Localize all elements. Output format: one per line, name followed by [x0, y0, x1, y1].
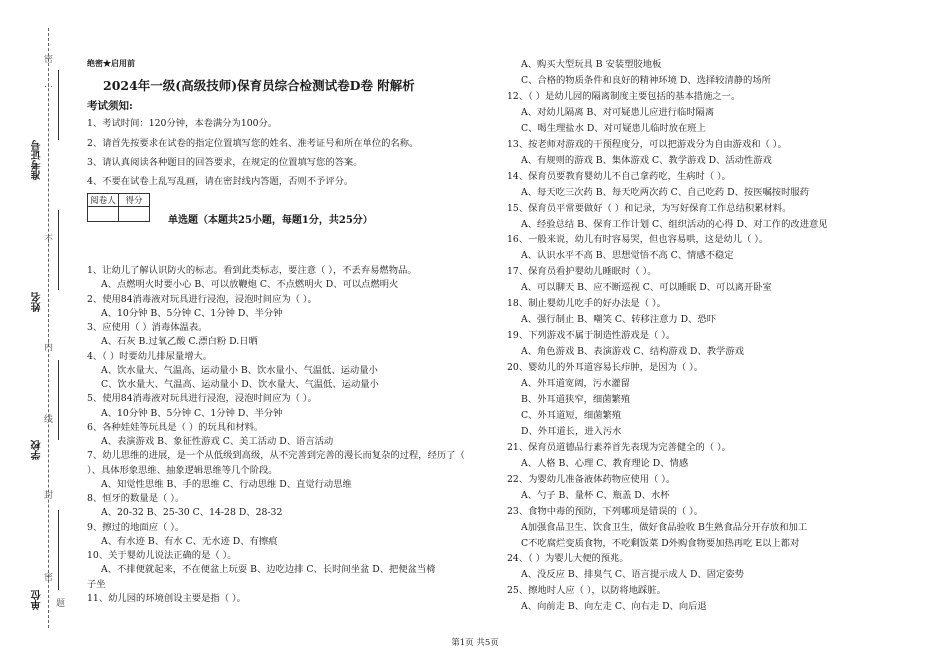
- seal-char: 密: [44, 573, 54, 583]
- question-text: 13、按老师对游戏的干预程度分，可以把游戏分为自由游戏和（ ）。: [507, 138, 787, 150]
- seal-char: 线: [44, 415, 54, 425]
- question-text: 23、食物中毒的预防，下列哪项是错误的（ ）。: [507, 505, 704, 517]
- answer-options: A、有规则的游戏 B、集体游戏 C、教学游戏 D、活动性游戏: [521, 154, 772, 166]
- answer-options: A、角色游戏 B、表演游戏 C、结构游戏 D、教学游戏: [521, 346, 744, 358]
- question-text: 17、保育员看护婴幼儿睡眠时（ ）。: [507, 266, 657, 278]
- seal-mark: 题: [56, 599, 66, 609]
- question-text: 20、婴幼儿的外耳道容易长疖肿，是因为（ ）。: [507, 362, 704, 374]
- question-text: 7、幼儿思维的进展，是一个从低级到高级，从不完善到完善的漫长而复杂的过程，经历了（: [87, 450, 465, 462]
- answer-options: C、外耳道短，细菌繁殖: [521, 409, 622, 421]
- question-text: 9、擦过的地面应（ ）。: [87, 521, 185, 533]
- grader-header: 阅卷人: [88, 194, 119, 207]
- unit-label: 单位: [32, 590, 43, 610]
- answer-options: A、强行制止 B、嘲笑 C、转移注意力 D、恐吓: [521, 314, 717, 326]
- answer-options: A、人格 B、心理 C、教育理论 D、情感: [521, 457, 689, 469]
- question-text: 15、保育员平常要做好（ ）和记录，为写好保育工作总结积累材料。: [507, 202, 792, 214]
- fill-line: [58, 510, 60, 590]
- seal-char: 密: [44, 55, 54, 65]
- question-text: 24、（ ）为婴儿大便的预兆。: [507, 553, 629, 565]
- question-text: 2、使用84消毒液对玩具进行浸泡，浸泡时间应为（ ）。: [87, 293, 317, 305]
- question-text: 10、关于婴幼儿说法正确的是（ ）。: [87, 550, 237, 561]
- question-text: 5、使用84消毒液对玩具进行浸泡，浸泡时间应为（ ）。: [87, 393, 317, 405]
- fill-line: [58, 210, 60, 290]
- answer-options: A、石灰 B.过氧乙酸 C.漂白粉 D.日晒: [101, 336, 258, 348]
- question-text: 8、恒牙的数量是（ ）。: [87, 493, 185, 504]
- notice-heading: 考试须知:: [87, 100, 133, 112]
- secret-mark: 绝密★启用前: [87, 58, 135, 68]
- answer-options: A、点燃明火时要小心 B、可以放鞭炮 C、不点燃明火 D、可以点燃明火: [101, 279, 399, 291]
- answer-options: A、不排便就起来，不在便盆上玩耍 B、边吃边排 C、长时间坐盆 D、把便盆当椅: [101, 564, 436, 576]
- seal-char: 封: [44, 491, 54, 501]
- answer-options: A、20-32 B、25-30 C、14-28 D、28-32: [101, 507, 283, 519]
- fill-line: [58, 360, 60, 440]
- question-text: 子坐: [87, 578, 106, 590]
- answer-options: C、饮水量大、气温高、运动量小 D、饮水量大、气温低、运动量小: [101, 379, 379, 390]
- answer-options: A、有水迹 B、有水 C、无水迹 D、有擦痕: [101, 535, 278, 547]
- answer-options: A、向前走 B、向左走 C、向右走 D、向后退: [521, 601, 707, 613]
- notice-item: 3、请认真阅读各种题目的回答要求，在规定的位置填写您的答案。: [87, 157, 363, 168]
- answer-options: A、购买大型玩具 B 安装塑胶地板: [521, 59, 662, 70]
- answer-options: C、合格的物质条件和良好的精神环境 D、选择较清静的场所: [521, 74, 771, 86]
- seal-char: 不: [44, 235, 54, 245]
- answer-options: A、每天吃三次药 B、每天吃两次药 C、自己吃药 D、按医嘱按时服药: [521, 186, 809, 198]
- answer-options: A、外耳道宽阔，污水灌留: [521, 378, 630, 389]
- question-text: 21、保育员道德品行素养首先表现为完善健全的（ ）。: [507, 441, 731, 453]
- section-title: 单选题（本题共25小题，每题1分，共25分）: [168, 215, 373, 226]
- question-text: ）、具体形象思维、抽象逻辑思维等几个阶段。: [87, 464, 278, 476]
- notice-item: 1、考试时间：120分钟，本卷满分为100分。: [87, 118, 278, 129]
- answer-options: A、勺子 B、量杯 C、瓶盖 D、水杯: [521, 489, 670, 501]
- seal-dashed-line: [48, 28, 49, 628]
- answer-options: A、没反应 B、排臭气 C、语言提示成人 D、固定姿势: [521, 569, 744, 581]
- exam-number-label: 准考证号: [32, 140, 43, 180]
- page-title: 2024年一级(高级技师)保育员综合检测试卷D卷 附解析: [103, 78, 415, 93]
- question-text: 14、保育员要教育婴幼儿不自己拿药吃，生病时（ ）。: [507, 170, 731, 182]
- answer-options: A、10分钟 B、5分钟 C、1分钟 D、半分钟: [101, 407, 283, 419]
- notice-item: 2、请首先按要求在试卷的指定位置填写您的姓名、准考证号和所在单位的名称。: [87, 138, 419, 149]
- answer-options: D、外耳道长，进入污水: [521, 425, 622, 437]
- question-text: 4、（ ）时要幼儿排尿量增大。: [87, 350, 213, 362]
- answer-options: B、外耳道狭窄，细菌繁殖: [521, 393, 631, 405]
- answer-options: C、喝生理盐水 D、对可疑患儿临时放在班上: [521, 122, 706, 134]
- score-cell[interactable]: [119, 207, 150, 222]
- notice-item: 4、不要在试卷上乱写乱画，请在密封线内答题，否则不予评分。: [87, 176, 354, 187]
- answer-options: A、10分钟 B、5分钟 C、1分钟 D、半分钟: [101, 307, 283, 319]
- answer-options: A加强食品卫生、饮食卫生，做好食品验收 B生熟食品分开存放和加工: [521, 521, 808, 533]
- answer-options: A、对幼儿隔离 B、对可疑患儿应进行临时隔离: [521, 106, 715, 118]
- question-text: 6、各种娃娃等玩具是（ ）的玩具和材料。: [87, 421, 264, 433]
- seal-mark: …: [44, 80, 53, 90]
- question-text: 12、（ ）是幼儿园的隔离制度主要包括的基本措施之一。: [507, 90, 741, 102]
- name-label: 姓名: [32, 292, 43, 312]
- question-text: 11、幼儿园的环境创设主要是指（ ）。: [87, 592, 246, 604]
- answer-options: A、饮水量大、气温高、运动量小 B、饮水量小、气温低、运动量小: [101, 364, 378, 376]
- answer-options: A、表演游戏 B、象征性游戏 C、美工活动 D、语言活动: [101, 436, 334, 447]
- school-label: 学校: [32, 440, 43, 460]
- page-footer: 第1页 共5页: [451, 638, 499, 648]
- question-text: 18、制止婴幼儿吃手的好办法是（ ）。: [507, 298, 666, 310]
- seal-char: 内: [44, 343, 54, 353]
- question-text: 16、一般来说，幼儿有时容易哭，但也容易哄，这是幼儿（ ）。: [507, 234, 769, 246]
- answer-options: A、知觉性思维 B、手的思维 C、行动思维 D、直觉行动思维: [101, 478, 352, 490]
- question-text: 25、擦地时人应（ ），以防将地踩脏。: [507, 585, 666, 597]
- grader-cell[interactable]: [88, 207, 119, 222]
- answer-options: C不吃腐烂变质食物，不吃剩饭菜 D外购食物要加热再吃 E以上都对: [521, 537, 800, 549]
- question-text: 1、让幼儿了解认识防火的标志。看到此类标志，要注意（ ），不丢弃易燃物品。: [87, 265, 417, 276]
- score-table: [87, 193, 150, 222]
- answer-options: A、可以聊天 B、应不断巡视 C、可以睡眠 D、可以离开卧室: [521, 282, 772, 294]
- answer-options: A、经验总结 B、保育工作计划 C、组织活动的心得 D、对工作的改进意见: [521, 218, 828, 230]
- answer-options: A、认识水平不高 B、思想觉悟不高 C、情感不稳定: [521, 250, 734, 262]
- fill-line: [58, 70, 60, 140]
- binding-sidebar: [0, 0, 70, 671]
- question-text: 22、为婴幼儿准备液体药物应使用（ ）。: [507, 473, 676, 485]
- question-text: 19、下列游戏不属于制造性游戏是（ ）。: [507, 330, 676, 342]
- question-text: 3、应使用（ ）消毒体温表。: [87, 322, 208, 333]
- score-header: 得分: [119, 194, 150, 207]
